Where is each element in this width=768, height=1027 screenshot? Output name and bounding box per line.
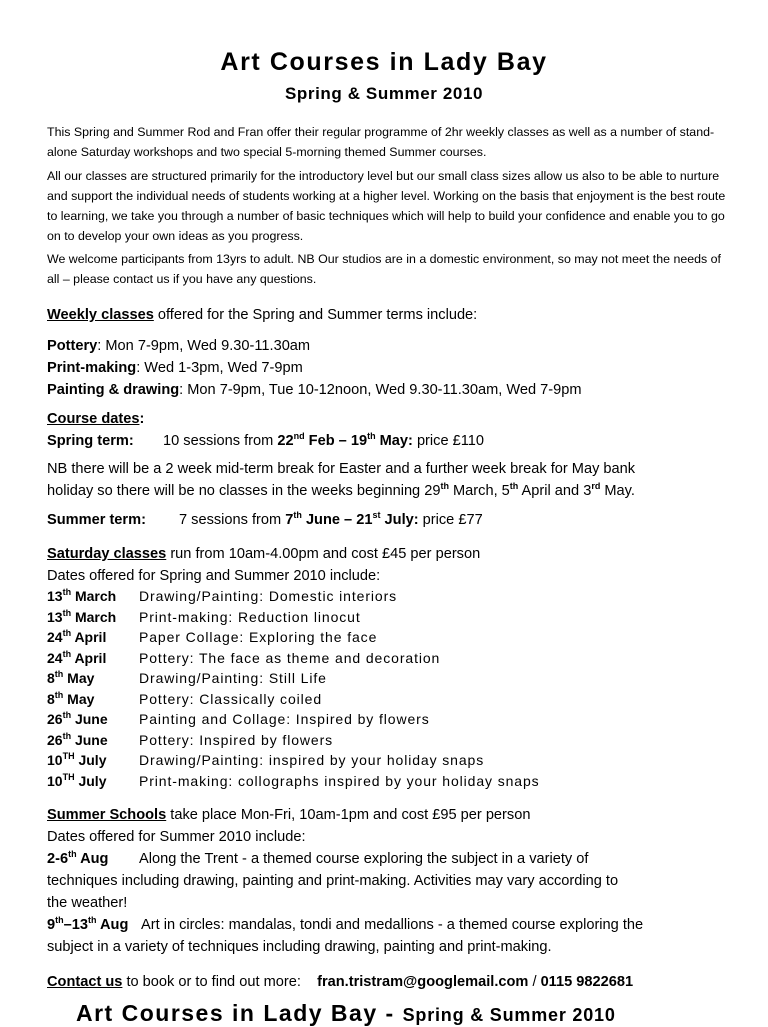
intro-paragraph-3: We welcome participants from 13yrs to adult. NB Our studios are in a domestic environment, so may not meet the needs of all – please contact us if you have any questions. bbox=[47, 252, 721, 286]
contact-phone[interactable]: 0115 9822681 bbox=[540, 974, 634, 990]
saturday-class-date: 8th May bbox=[47, 669, 95, 686]
saturday-class-row bbox=[47, 750, 484, 770]
saturday-class-description: Drawing/Painting: Still Life bbox=[139, 670, 327, 686]
saturday-class-row bbox=[47, 586, 397, 606]
course-dates-heading: Course dates: bbox=[47, 411, 145, 427]
intro-paragraph-2: All our classes are structured primarily for the introductory level but our small class sizes allow us also to be able to nurture and support the individual needs of students working at a higher level. Working on the basis that enjoyment is the best route to learning, we take you through a number of basic techniques which will help to build your confidence and enable you to go on to develop your own ideas as you progress. bbox=[47, 169, 726, 243]
page-subtitle: Spring & Summer 2010 bbox=[284, 84, 484, 103]
weekly-painting-line: Painting & drawing: Mon 7-9pm, Tue 10-12noon, Wed 9.30-11.30am, Wed 7-9pm bbox=[47, 382, 582, 398]
saturday-class-date: 24th April bbox=[47, 648, 107, 666]
saturday-class-description: Pottery: The face as theme and decoration bbox=[139, 649, 441, 666]
summer-course-1: 2-6th Aug Along the Trent - a themed course exploring the subject in a variety of techniques including drawing, painting and print-making. Activities may vary according to the weather! bbox=[47, 849, 619, 911]
saturday-class-row bbox=[47, 668, 327, 688]
saturday-class-date: 24th April bbox=[47, 628, 107, 645]
saturday-class-description: Pottery: Classically coiled bbox=[139, 690, 323, 707]
contact-line: Contact us to book or to find out more: fran.tristram@googlemail.com / 0115 9822681 bbox=[47, 974, 634, 990]
saturday-class-description: Print-making: Reduction linocut bbox=[139, 608, 361, 625]
spring-term-dates: 22nd Feb – 19th May: bbox=[277, 431, 413, 449]
saturday-class-description: Pottery: Inspired by flowers bbox=[139, 731, 334, 748]
nb-break-note: NB there will be a 2 week mid-term break for Easter and a further week break for May bank holiday so there will be no classes in the weeks beginning 29th March, 5th April and 3rd May. bbox=[47, 461, 636, 499]
intro-paragraph-1: This Spring and Summer Rod and Fran offer their regular programme of 2hr weekly classes as well as a number of stand-alone Saturday workshops and two special 5-morning themed Summer courses. bbox=[47, 125, 715, 159]
saturday-class-date: 13th March bbox=[47, 607, 117, 625]
saturday-class-row bbox=[47, 730, 333, 750]
saturday-class-row bbox=[47, 648, 440, 668]
saturday-class-description: Drawing/Painting: inspired by your holiday snaps bbox=[139, 752, 485, 768]
weekly-classes-title: Weekly classes bbox=[47, 307, 154, 323]
summer-term-line: Summer term: 7 sessions from 7th June – 21st July: price £77 bbox=[47, 510, 483, 528]
saturday-class-date: 13th March bbox=[47, 587, 117, 604]
saturday-class-description: Paper Collage: Exploring the face bbox=[139, 629, 378, 645]
saturday-class-date: 10TH July bbox=[47, 771, 107, 789]
contact-email[interactable]: fran.tristram@googlemail.com bbox=[317, 974, 529, 990]
summer-course-2: 9th–13th Aug Art in circles: mandalas, tondi and medallions - a themed course exploring the subject in a variety of techniques including drawing, painting and print-making. bbox=[47, 915, 644, 955]
page-title: Art Courses in Lady Bay bbox=[220, 48, 548, 76]
saturday-intro: Dates offered for Spring and Summer 2010 include: bbox=[47, 568, 381, 584]
saturday-class-row bbox=[47, 709, 430, 729]
summer-term-dates: 7th June – 21st July: bbox=[285, 510, 419, 528]
contact-heading: Contact us bbox=[47, 974, 123, 990]
saturday-class-row bbox=[47, 771, 540, 791]
saturday-class-description: Print-making: collographs inspired by your holiday snaps bbox=[139, 772, 540, 789]
saturday-class-row bbox=[47, 689, 322, 709]
saturday-class-description: Painting and Collage: Inspired by flowers bbox=[139, 711, 430, 727]
saturday-class-date: 26th June bbox=[47, 730, 108, 748]
footer-title: Art Courses in Lady Bay - Spring & Summer 2010 bbox=[76, 1000, 616, 1026]
saturday-class-description: Drawing/Painting: Domestic interiors bbox=[139, 588, 398, 604]
weekly-classes-heading: Weekly classes offered for the Spring and Summer terms include: bbox=[47, 307, 478, 323]
saturday-class-row bbox=[47, 627, 377, 647]
weekly-pottery-line: Pottery: Mon 7-9pm, Wed 9.30-11.30am bbox=[47, 338, 311, 354]
summer-schools-intro: Dates offered for Summer 2010 include: bbox=[47, 829, 306, 845]
weekly-print-line: Print-making: Wed 1-3pm, Wed 7-9pm bbox=[47, 360, 303, 376]
summer-schools-heading: Summer Schools take place Mon-Fri, 10am-1pm and cost £95 per person bbox=[47, 807, 531, 823]
saturday-classes-heading: Saturday classes run from 10am-4.00pm and cost £45 per person bbox=[47, 546, 481, 562]
saturday-class-date: 10TH July bbox=[47, 751, 107, 768]
saturday-class-date: 8th May bbox=[47, 689, 95, 707]
saturday-class-date: 26th June bbox=[47, 710, 108, 727]
saturday-class-row bbox=[47, 607, 361, 627]
spring-term-line: Spring term: 10 sessions from 22nd Feb – 19th May: price £110 bbox=[47, 431, 485, 449]
